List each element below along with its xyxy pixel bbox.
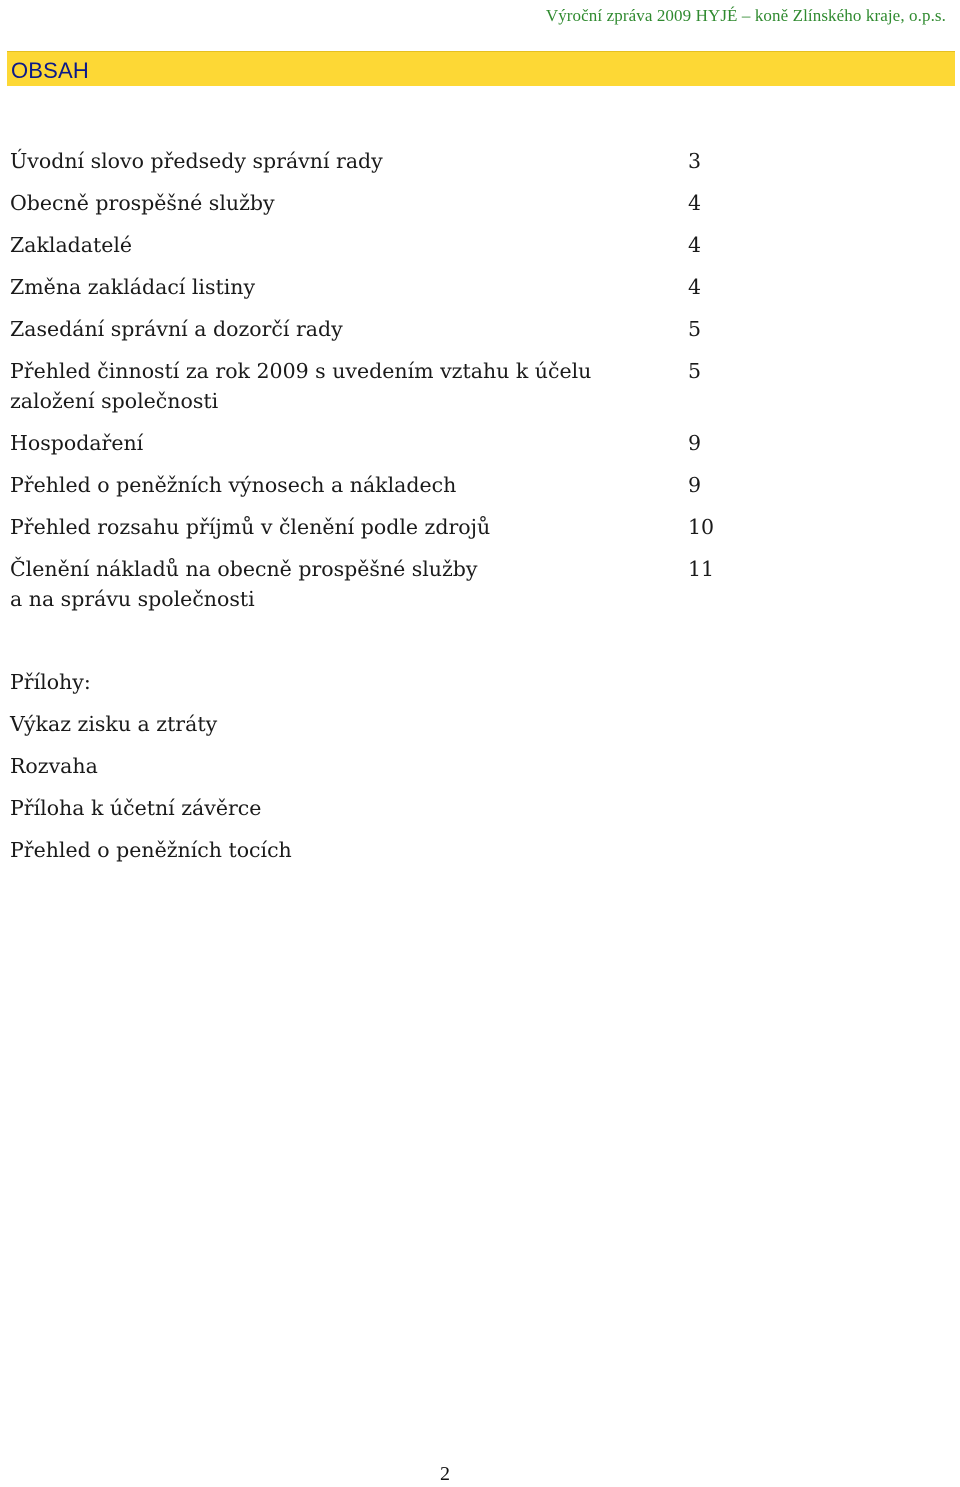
attachments-heading: Přílohy:	[10, 670, 91, 694]
toc-entry[interactable]	[10, 230, 730, 260]
toc-entry-label: Přehled o peněžních výnosech a nákladech	[10, 473, 457, 497]
table-of-contents	[10, 146, 730, 626]
toc-entry[interactable]	[10, 512, 730, 542]
toc-entry-page: 9	[688, 473, 702, 497]
toc-entry-page: 3	[688, 149, 702, 173]
toc-entry[interactable]	[10, 146, 730, 176]
toc-entry-label: Změna zakládací listiny	[10, 275, 256, 299]
section-title-bar	[7, 51, 955, 86]
toc-entry-page: 4	[688, 275, 702, 299]
toc-entry-page: 9	[688, 431, 702, 455]
attachments-list	[10, 667, 292, 877]
toc-entry-page: 5	[688, 359, 702, 383]
section-title: OBSAH	[11, 58, 90, 83]
toc-entry-label: Úvodní slovo předsedy správní rady	[10, 149, 383, 173]
toc-entry-page: 10	[688, 515, 715, 539]
toc-entry[interactable]	[10, 356, 730, 416]
toc-entry-label: Hospodaření	[10, 431, 144, 455]
toc-entry[interactable]	[10, 554, 730, 614]
toc-entry[interactable]	[10, 188, 730, 218]
attachment-item[interactable]: Výkaz zisku a ztráty	[10, 712, 218, 736]
toc-entry[interactable]	[10, 470, 730, 500]
toc-entry-page: 11	[688, 557, 715, 581]
running-header: Výroční zpráva 2009 HYJÉ – koně Zlínského kraje, o.p.s.	[545, 6, 946, 25]
toc-entry-label: Přehled rozsahu příjmů v členění podle zdrojů	[10, 515, 491, 539]
toc-entry-page: 5	[688, 317, 702, 341]
toc-entry-label: Přehled činností za rok 2009 s uvedením vztahu k účelu založení společnosti	[10, 359, 592, 413]
attachment-item[interactable]: Příloha k účetní závěrce	[10, 796, 262, 820]
attachment-item[interactable]: Přehled o peněžních tocích	[10, 838, 292, 862]
toc-entry-label: Zakladatelé	[10, 233, 133, 257]
toc-entry[interactable]	[10, 428, 730, 458]
page-number: 2	[440, 1463, 450, 1485]
toc-entry-label: Zasedání správní a dozorčí rady	[10, 317, 343, 341]
toc-entry[interactable]	[10, 314, 730, 344]
toc-entry-page: 4	[688, 191, 702, 215]
toc-entry[interactable]	[10, 272, 730, 302]
toc-entry-label: Členění nákladů na obecně prospěšné služby a na správu společnosti	[10, 557, 478, 611]
toc-entry-page: 4	[688, 233, 702, 257]
attachment-item[interactable]: Rozvaha	[10, 754, 98, 778]
toc-entry-label: Obecně prospěšné služby	[10, 191, 275, 215]
